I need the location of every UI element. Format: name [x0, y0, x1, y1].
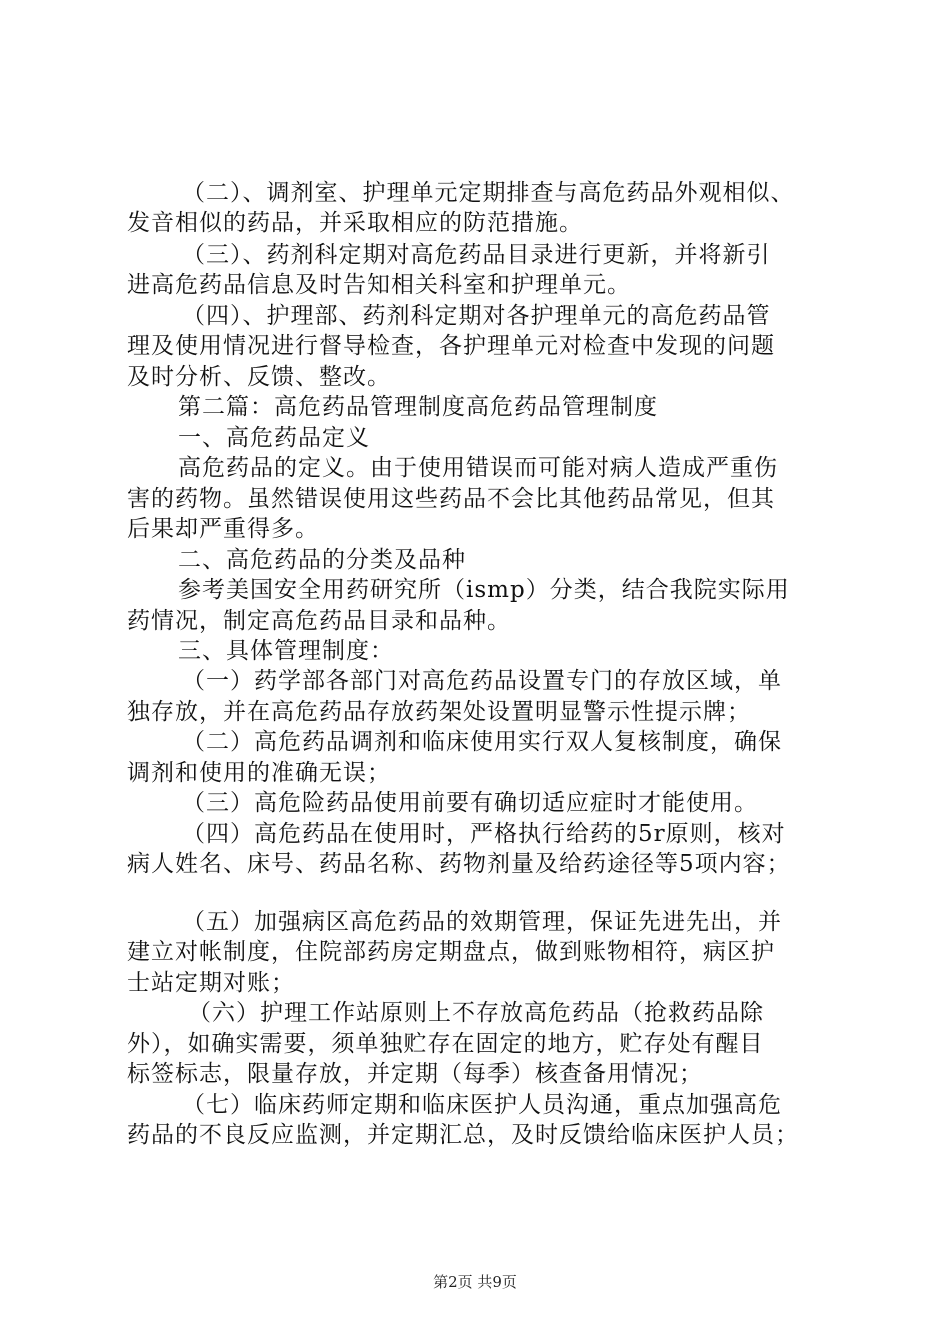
paragraph-line: （五）加强病区高危药品的效期管理，保证先进先出，并 [182, 909, 782, 935]
section-heading: 二、高危药品的分类及品种 [178, 547, 466, 573]
paragraph-line: 独存放，并在高危药品存放药架处设置明显警示性提示牌； [127, 699, 751, 725]
paragraph-line: 病人姓名、床号、药品名称、药物剂量及给药途径等5项内容； [127, 851, 791, 877]
paragraph-line: 调剂和使用的准确无误； [127, 760, 391, 786]
paragraph-line: （七）临床药师定期和临床医护人员沟通，重点加强高危 [182, 1092, 782, 1118]
paragraph-line: 及时分析、反馈、整改。 [127, 364, 391, 390]
paragraph-line: 理及使用情况进行督导检查，各护理单元对检查中发现的问题 [127, 333, 775, 359]
paragraph-line: （二）、调剂室、护理单元定期排查与高危药品外观相似、 [182, 180, 795, 206]
paragraph-line: 进高危药品信息及时告知相关科室和护理单元。 [127, 272, 631, 298]
paragraph-line: 药情况，制定高危药品目录和品种。 [127, 608, 511, 634]
paragraph-line: 害的药物。虽然错误使用这些药品不会比其他药品常见，但其 [127, 486, 775, 512]
paragraph-line: （三）、药剂科定期对高危药品目录进行更新，并将新引 [182, 242, 771, 268]
paragraph-line: 药品的不良反应监测，并定期汇总，及时反馈给临床医护人员； [127, 1122, 799, 1148]
paragraph-line: （四）高危药品在使用时，严格执行给药的5r原则，核对 [182, 821, 786, 847]
paragraph-line: 后果却严重得多。 [127, 516, 319, 542]
paragraph-line: （六）护理工作站原则上不存放高危药品（抢救药品除 [188, 1000, 764, 1026]
paragraph-line: （四）、护理部、药剂科定期对各护理单元的高危药品管 [182, 303, 771, 329]
page-footer: 第2页 共9页 [433, 1273, 517, 1291]
paragraph-line: 外），如确实需要，须单独贮存在固定的地方，贮存处有醒目 [127, 1031, 764, 1057]
paragraph-line: （二）高危药品调剂和临床使用实行双人复核制度，确保 [182, 729, 782, 755]
section-heading: 第二篇：高危药品管理制度高危药品管理制度 [178, 394, 658, 420]
paragraph-line: （三）高危险药品使用前要有确切适应症时才能使用。 [182, 790, 758, 816]
paragraph-line: 标签标志，限量存放，并定期（每季）核查备用情况； [127, 1061, 703, 1087]
paragraph-line: 士站定期对账； [127, 970, 295, 996]
paragraph-line: 发音相似的药品，并采取相应的防范措施。 [127, 210, 583, 236]
section-heading: 三、具体管理制度： [178, 638, 394, 664]
paragraph-line: （一）药学部各部门对高危药品设置专门的存放区域，单 [182, 668, 782, 694]
paragraph-line: 高危药品的定义。由于使用错误而可能对病人造成严重伤 [178, 455, 778, 481]
section-heading: 一、高危药品定义 [178, 425, 370, 451]
paragraph-line: 建立对帐制度，住院部药房定期盘点，做到账物相符，病区护 [127, 939, 775, 965]
paragraph-line: 参考美国安全用药研究所（ismp）分类，结合我院实际用 [178, 577, 790, 603]
